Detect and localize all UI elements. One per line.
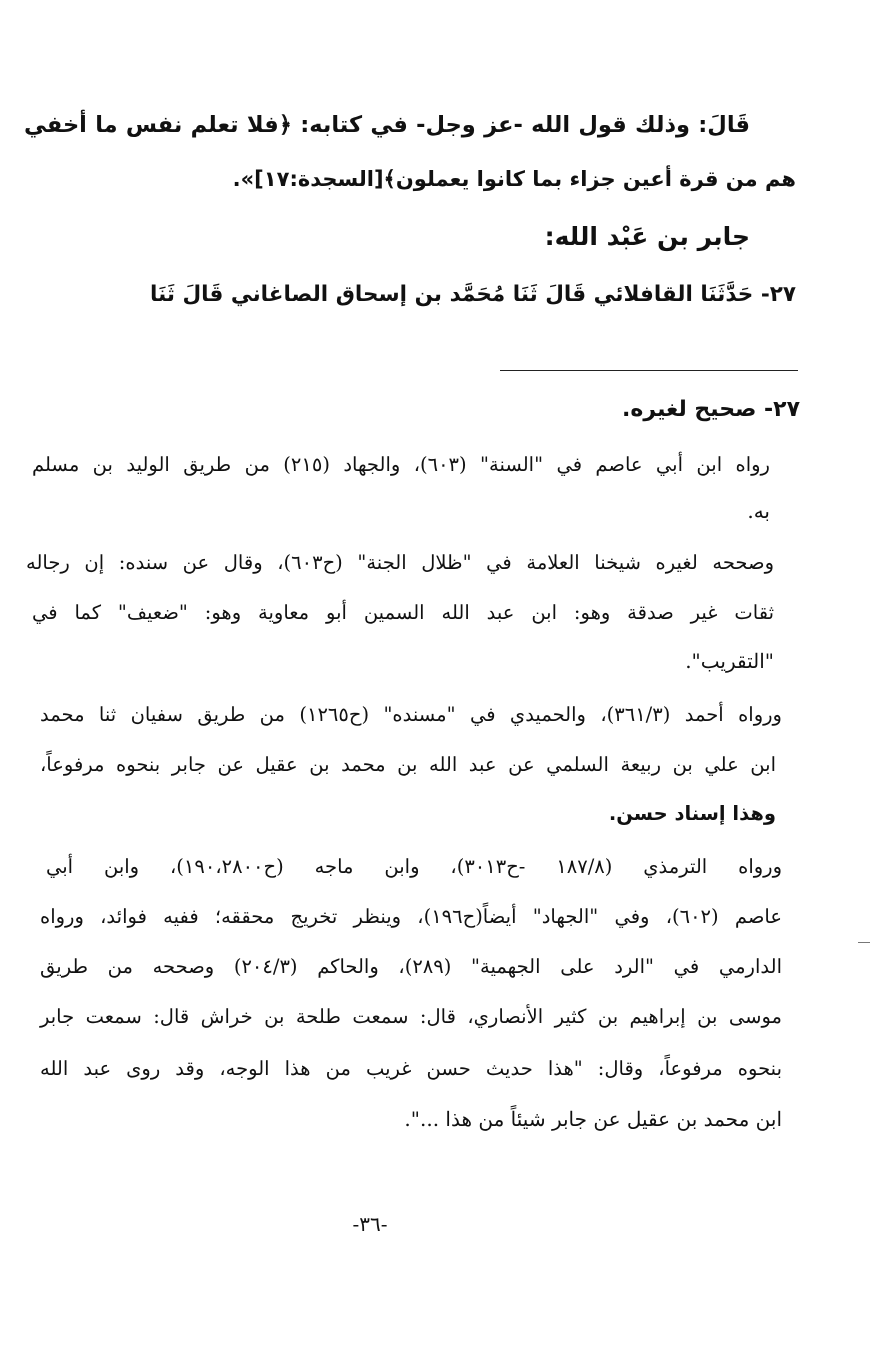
footnote-line: بنحوه مرفوعاً، وقال: "هذا حديث حسن غريب من هذا الوجه، وقد روى عبد الله bbox=[40, 1057, 782, 1080]
footnote-line: ابن علي بن ربيعة السلمي عن عبد الله بن محمد بن عقيل عن جابر بنحوه مرفوعاً، bbox=[40, 753, 776, 776]
footnote-heading: ٢٧- صحيح لغيره. bbox=[622, 397, 800, 422]
footnote-line bbox=[560, 798, 776, 829]
footnote-line: ابن محمد بن عقيل عن جابر شيئاً من هذا ...". bbox=[404, 1107, 782, 1131]
footnote-line: به. bbox=[747, 499, 770, 523]
footnote-bold-text: وهذا إسناد حسن. bbox=[608, 802, 776, 825]
footnote-line: ورواه أحمد (٣٦١/٣)، والحميدي في "مسنده" (ح١٢٦٥) من طريق سفيان ثنا محمد bbox=[40, 703, 782, 726]
footnote-line: وصححه لغيره شيخنا العلامة في "ظلال الجنة" (ح٦٠٣)، وقال عن سنده: إن رجاله bbox=[26, 551, 774, 574]
footnote-line: ثقات غير صدقة وهو: ابن عبد الله السمين أبو معاوية وهو: "ضعيف" كما في bbox=[32, 601, 774, 624]
main-text-line: هم من قرة أعين جزاء بما كانوا يعملون﴾[السجدة:١٧]». bbox=[232, 167, 796, 191]
footnote-line: ورواه الترمذي (١٨٧/٨ -ح٣٠١٣)، وابن ماجه (ح١٩٠،٢٨٠٠)، وابن أبي bbox=[46, 855, 782, 878]
page-number: -٣٦- bbox=[352, 1212, 388, 1236]
footnote-line: عاصم (٦٠٢)، وفي "الجهاد" أيضاً(ح١٩٦)، وينظر تخريج محققه؛ ففيه فوائد، ورواه bbox=[40, 905, 782, 928]
footnote-line: موسى بن إبراهيم بن كثير الأنصاري، قال: سمعت طلحة بن خراش قال: سمعت جابر bbox=[40, 1005, 782, 1028]
section-title: جابر بن عَبْد الله: bbox=[544, 222, 750, 251]
scan-artifact bbox=[858, 942, 870, 943]
footnote-line: الدارمي في "الرد على الجهمية" (٢٨٩)، والحاكم (٢٠٤/٣) وصححه من طريق bbox=[40, 955, 782, 978]
main-text-line: قَالَ: وذلك قول الله -عز وجل- في كتابه: ﴿فلا تعلم نفس ما أخفي bbox=[24, 112, 750, 138]
footnote-line: رواه ابن أبي عاصم في "السنة" (٦٠٣)، والجهاد (٢١٥) من طريق الوليد بن مسلم bbox=[32, 453, 770, 476]
footnote-separator bbox=[500, 370, 798, 371]
hadith-line: ٢٧- حَدَّثَنَا القافلائي قَالَ ثَنَا مُحَمَّد بن إسحاق الصاغاني قَالَ ثَنَا bbox=[150, 282, 796, 307]
footnote-line: "التقريب". bbox=[685, 649, 774, 673]
